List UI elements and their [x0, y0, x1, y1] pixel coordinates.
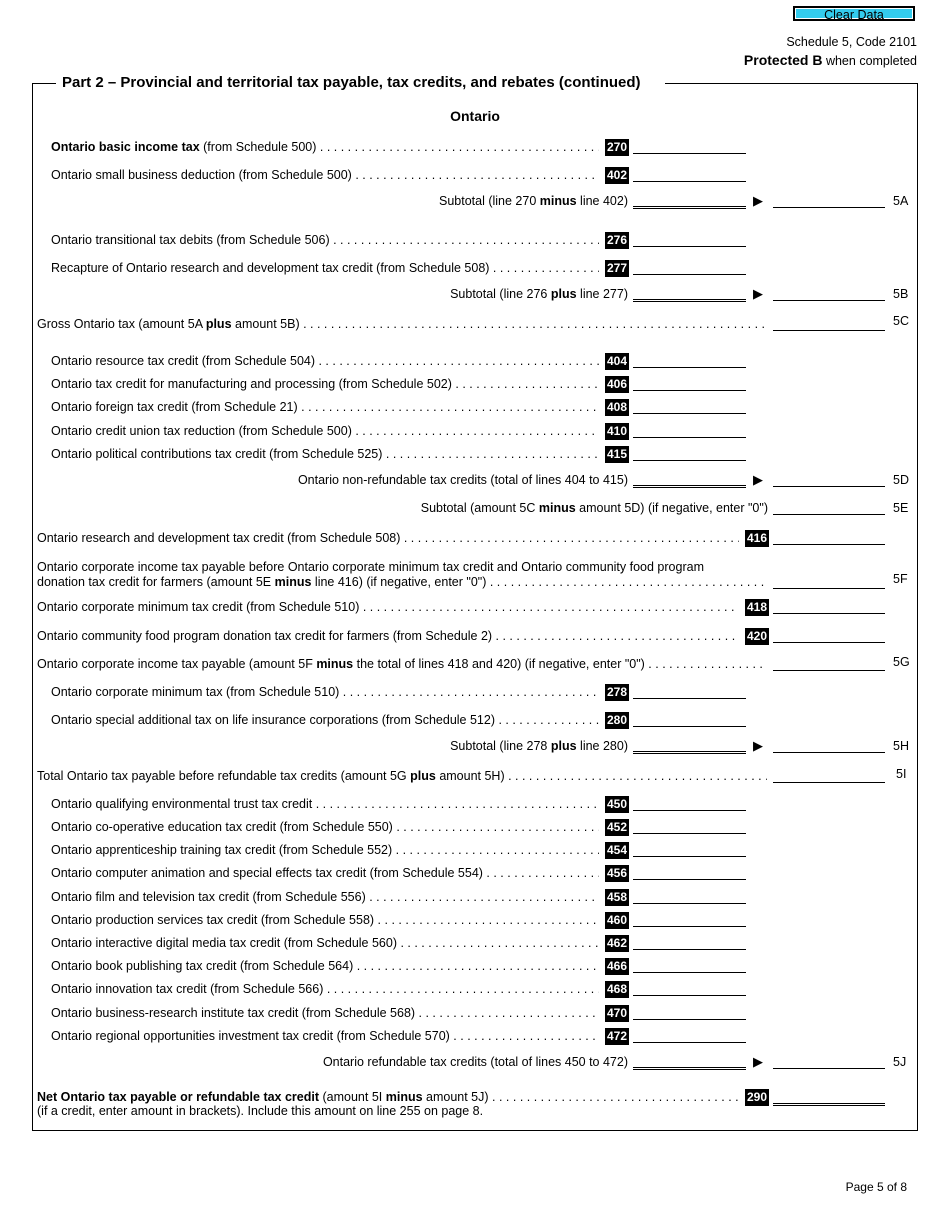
line-code-408: 408 [607, 400, 628, 414]
line-code-420: 420 [747, 629, 768, 643]
line-454-input[interactable] [633, 842, 746, 857]
amount-tag-5d: 5D [893, 473, 909, 487]
line-404-row: Ontario resource tax credit (from Schedule 504) . . . 404 [0, 353, 950, 371]
line-402-input[interactable] [633, 167, 746, 182]
amount-tag-5c: 5C [893, 314, 909, 328]
line-415-input[interactable] [633, 446, 746, 461]
amount-tag-5e: 5E [893, 501, 909, 515]
line-470-input[interactable] [633, 1005, 746, 1020]
schedule-code: Schedule 5, Code 2101 [786, 35, 917, 49]
amount-5e-input[interactable] [773, 500, 885, 515]
amount-tag-5g: 5G [893, 655, 910, 669]
amount-tag-5b: 5B [893, 287, 909, 301]
arrow-icon: ▶ [753, 738, 763, 753]
line-404-input[interactable] [633, 353, 746, 368]
line-406-input[interactable] [633, 376, 746, 391]
arrow-icon: ▶ [753, 472, 763, 487]
amount-5g-row: Ontario corporate income tax payable (amount 5F minus the total of lines 418 and 420) (if negative, enter "0") . . . 5G [0, 656, 950, 674]
amount-5h-input[interactable] [773, 738, 885, 753]
arrow-icon: ▶ [753, 286, 763, 301]
amount-5d-input[interactable] [773, 472, 885, 487]
line-408-input[interactable] [633, 399, 746, 414]
line-code-415: 415 [607, 447, 628, 461]
line-454-row: Ontario apprenticeship training tax credit (from Schedule 552) . . . 454 [0, 842, 950, 860]
subtotal-5d-calc [633, 471, 746, 488]
amount-5a-input[interactable] [773, 193, 885, 208]
line-458-input[interactable] [633, 889, 746, 904]
line-code-410: 410 [607, 424, 628, 438]
line-code-458: 458 [607, 890, 628, 904]
subtotal-5e-row: Subtotal (amount 5C minus amount 5D) (if negative, enter "0") 5E [420, 501, 909, 515]
line-416-row: Ontario research and development tax credit (from Schedule 508) . . . 416 [0, 530, 950, 548]
subtotal-5d-row: Ontario non-refundable tax credits (total of lines 404 to 415) ▶ 5D [297, 472, 909, 487]
amount-5g-input[interactable] [773, 656, 885, 671]
subtotal-5a-row: Subtotal (line 270 minus line 402) ▶ 5A [438, 193, 909, 208]
amount-5c-input[interactable] [773, 316, 885, 331]
line-466-row: Ontario book publishing tax credit (from Schedule 564) . . . 466 [0, 958, 950, 976]
line-280-row: Ontario special additional tax on life insurance corporations (from Schedule 512) . . . 280 [0, 712, 950, 730]
subtotal-5h-calc [633, 737, 746, 754]
line-code-290: 290 [747, 1090, 768, 1104]
line-402-row: Ontario small business deduction (from Schedule 500) . . . 402 [0, 167, 950, 185]
line-452-input[interactable] [633, 819, 746, 834]
line-code-460: 460 [607, 913, 628, 927]
gross-5c-row: Gross Ontario tax (amount 5A plus amount 5B) . . . 5C [0, 316, 950, 334]
line-450-row: Ontario qualifying environmental trust tax credit . . . 450 [0, 796, 950, 814]
amount-5i-row: Total Ontario tax payable before refundable tax credits (amount 5G plus amount 5H) . . . 5I [0, 768, 950, 786]
line-code-406: 406 [607, 377, 628, 391]
amount-5j-input[interactable] [773, 1054, 885, 1069]
line-code-416: 416 [747, 531, 768, 545]
line-410-row: Ontario credit union tax reduction (from Schedule 500) . . . 410 [0, 423, 950, 441]
line-code-472: 472 [607, 1029, 628, 1043]
line-code-276: 276 [607, 233, 628, 247]
line-code-402: 402 [607, 168, 628, 182]
page-number: Page 5 of 8 [845, 1180, 907, 1194]
line-code-454: 454 [607, 843, 628, 857]
amount-tag-5f: 5F [893, 572, 908, 586]
line-277-row: Recapture of Ontario research and development tax credit (from Schedule 508) . . . 277 [0, 260, 950, 278]
line-466-input[interactable] [633, 958, 746, 973]
line-code-462: 462 [607, 936, 628, 950]
line-406-row: Ontario tax credit for manufacturing and processing (from Schedule 502) . . . 406 [0, 376, 950, 394]
line-code-277: 277 [607, 261, 628, 275]
line-418-row: Ontario corporate minimum tax credit (from Schedule 510) . . . 418 [0, 599, 950, 617]
line-420-row: Ontario community food program donation tax credit for farmers (from Schedule 2) . . . 420 [0, 628, 950, 646]
line-420-input[interactable] [773, 628, 885, 643]
subtotal-5j-calc [633, 1053, 746, 1070]
subtotal-5j-row: Ontario refundable tax credits (total of lines 450 to 472) ▶ 5J [322, 1054, 907, 1069]
line-code-404: 404 [607, 354, 628, 368]
line-278-row: Ontario corporate minimum tax (from Schedule 510) . . . 278 [0, 684, 950, 702]
line-460-row: Ontario production services tax credit (from Schedule 558) . . . 460 [0, 912, 950, 930]
amount-5f-input[interactable] [773, 574, 885, 589]
subtotal-5b-calc [633, 285, 746, 302]
line-code-278: 278 [607, 685, 628, 699]
amount-tag-5h: 5H [893, 739, 909, 753]
line-code-470: 470 [607, 1006, 628, 1020]
line-276-row: Ontario transitional tax debits (from Schedule 506) . . . 276 [0, 232, 950, 250]
line-468-input[interactable] [633, 981, 746, 996]
line-code-280: 280 [607, 713, 628, 727]
line-450-input[interactable] [633, 796, 746, 811]
line-456-row: Ontario computer animation and special effects tax credit (from Schedule 554) . . . 456 [0, 865, 950, 883]
line-410-input[interactable] [633, 423, 746, 438]
amount-tag-5j: 5J [893, 1055, 907, 1069]
line-270-input[interactable] [633, 139, 746, 154]
line-code-270: 270 [607, 140, 628, 154]
amount-tag-5a: 5A [893, 194, 909, 208]
line-code-450: 450 [607, 797, 628, 811]
section-title: Ontario [450, 108, 500, 124]
line-408-row: Ontario foreign tax credit (from Schedule 21) . . . 408 [0, 399, 950, 417]
line-415-row: Ontario political contributions tax credit (from Schedule 525) . . . 415 [0, 446, 950, 464]
part-title: Part 2 – Provincial and territorial tax payable, tax credits, and rebates (continued) [62, 74, 641, 91]
subtotal-5h-row: Subtotal (line 278 plus line 280) ▶ 5H [450, 738, 909, 753]
line-280-input[interactable] [633, 712, 746, 727]
line-472-input[interactable] [633, 1028, 746, 1043]
subtotal-5b-row: Subtotal (line 276 plus line 277) ▶ 5B [450, 286, 909, 301]
line-460-input[interactable] [633, 912, 746, 927]
arrow-icon: ▶ [753, 193, 763, 208]
protected-notice: Protected B when completed [743, 52, 917, 68]
line-code-418: 418 [747, 600, 768, 614]
line-470-row: Ontario business-research institute tax credit (from Schedule 568) . . . 470 [0, 1005, 950, 1023]
line-276-input[interactable] [633, 232, 746, 247]
amount-5f-row: Ontario corporate income tax payable before Ontario corporate minimum tax credit and Ontario community food program donation tax credit for farmers (amount 5E minus line 416) (if negative, enter "0") . . . 5F [0, 559, 950, 593]
arrow-icon: ▶ [753, 1054, 763, 1069]
line-code-466: 466 [607, 959, 628, 973]
line-277-input[interactable] [633, 260, 746, 275]
line-458-row: Ontario film and television tax credit (from Schedule 556) . . . 458 [0, 889, 950, 907]
subtotal-5a-calc [633, 192, 746, 209]
line-278-input[interactable] [633, 684, 746, 699]
line-code-452: 452 [607, 820, 628, 834]
line-468-row: Ontario innovation tax credit (from Schedule 566) . . . 468 [0, 981, 950, 999]
line-code-468: 468 [607, 982, 628, 996]
line-290-input[interactable] [773, 1089, 885, 1106]
line-code-456: 456 [607, 866, 628, 880]
line-462-input[interactable] [633, 935, 746, 950]
amount-tag-5i: 5I [896, 767, 907, 781]
line-270-row: Ontario basic income tax (from Schedule 500) . . . 270 [0, 139, 950, 157]
line-416-input[interactable] [773, 530, 885, 545]
line-456-input[interactable] [633, 865, 746, 880]
line-462-row: Ontario interactive digital media tax credit (from Schedule 560) . . . 462 [0, 935, 950, 953]
line-472-row: Ontario regional opportunities investment tax credit (from Schedule 570) . . . 472 [0, 1028, 950, 1046]
line-290-row: Net Ontario tax payable or refundable tax credit (amount 5I minus amount 5J) . . . (if a credit, enter amount in brackets). Include this amount on line 255 on page 8. 290 [0, 1089, 950, 1123]
clear-data-button[interactable]: Clear Data [793, 6, 915, 21]
line-452-row: Ontario co-operative education tax credit (from Schedule 550) . . . 452 [0, 819, 950, 837]
amount-5b-input[interactable] [773, 286, 885, 301]
line-418-input[interactable] [773, 599, 885, 614]
amount-5i-input[interactable] [773, 768, 885, 783]
